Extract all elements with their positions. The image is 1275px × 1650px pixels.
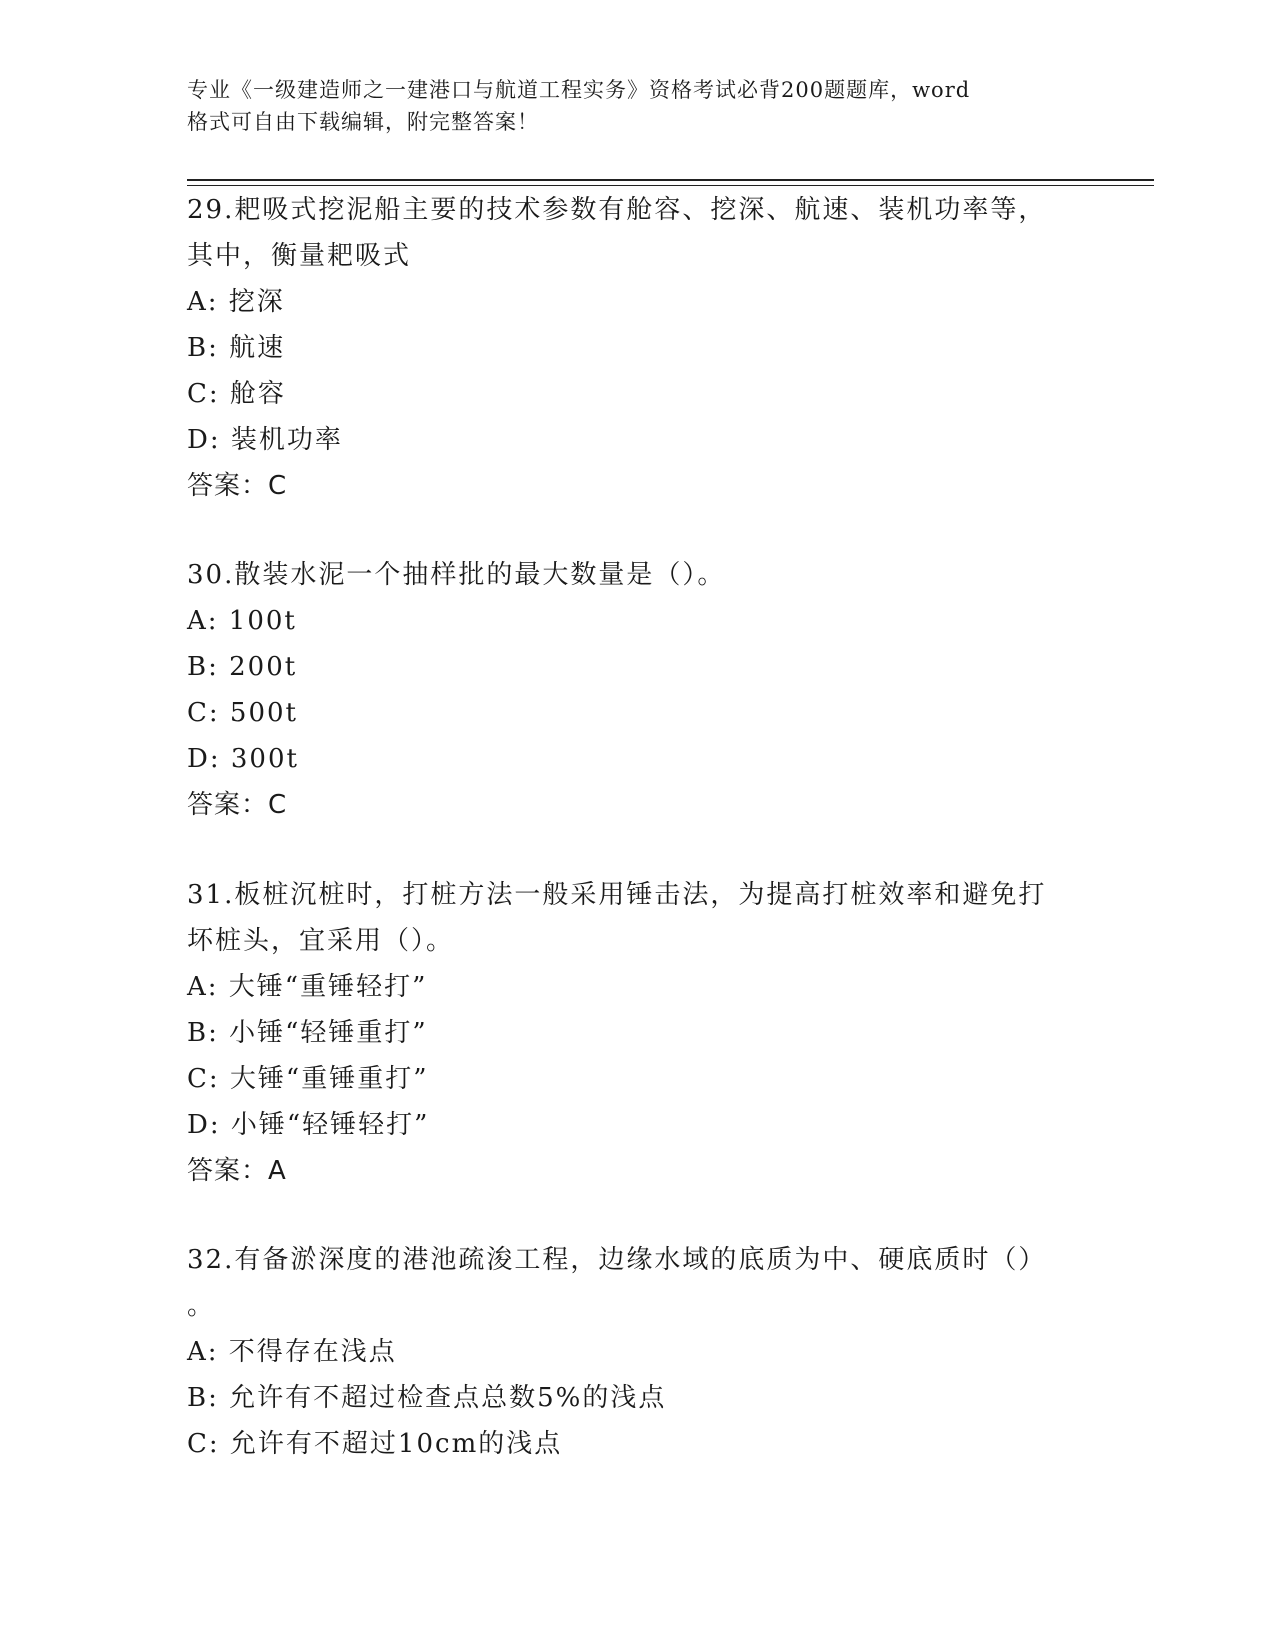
- question-stem-line: 30.散装水泥一个抽样批的最大数量是（）。: [187, 560, 726, 590]
- option-c: C: 允许有不超过10cm的浅点: [187, 1429, 563, 1459]
- option-b: B: 航速: [187, 333, 286, 363]
- option-d: D: 装机功率: [187, 425, 343, 455]
- header-line-1: 专业《一级建造师之一建港口与航道工程实务》资格考试必背200题题库，word: [187, 78, 971, 102]
- option-c: C: 大锤“重锤重打”: [187, 1064, 429, 1094]
- question-stem-line: 。: [187, 1291, 216, 1321]
- option-b: B: 200t: [187, 652, 298, 682]
- option-a: A: 100t: [187, 606, 297, 636]
- question-stem-line: 31.板桩沉桩时，打桩方法一般采用锤击法，为提高打桩效率和避免打: [187, 880, 1047, 910]
- option-c: C: 500t: [187, 698, 298, 728]
- question-stem-line: 其中，衡量耙吸式: [187, 241, 412, 271]
- option-b: B: 小锤“轻锤重打”: [187, 1018, 428, 1048]
- question-29: [187, 187, 1087, 509]
- option-a: A: 大锤“重锤轻打”: [187, 972, 428, 1002]
- document-header: [187, 74, 1067, 138]
- question-31: [187, 872, 1087, 1194]
- header-divider-bottom: [187, 185, 1154, 186]
- question-stem-line: 坏桩头，宜采用（）。: [187, 926, 455, 956]
- option-a: A: 不得存在浅点: [187, 1337, 397, 1367]
- question-30: [187, 552, 1087, 828]
- question-stem-line: 29.耙吸式挖泥船主要的技术参数有舱容、挖深、航速、装机功率等，: [187, 195, 1047, 225]
- option-c: C: 舱容: [187, 379, 286, 409]
- option-d: D: 小锤“轻锤轻打”: [187, 1110, 430, 1140]
- question-stem-line: 32.有备淤深度的港池疏浚工程，边缘水域的底质为中、硬底质时（）: [187, 1245, 1047, 1275]
- answer-line: 答案：A: [187, 1156, 287, 1186]
- answer-line: 答案：C: [187, 790, 288, 820]
- header-line-2: 格式可自由下载编辑，附完整答案！: [187, 110, 539, 134]
- option-a: A: 挖深: [187, 287, 285, 317]
- answer-line: 答案：C: [187, 471, 288, 501]
- option-d: D: 300t: [187, 744, 299, 774]
- option-b: B: 允许有不超过检查点总数5%的浅点: [187, 1383, 667, 1413]
- question-32: [187, 1237, 1087, 1467]
- header-divider-top: [187, 179, 1154, 181]
